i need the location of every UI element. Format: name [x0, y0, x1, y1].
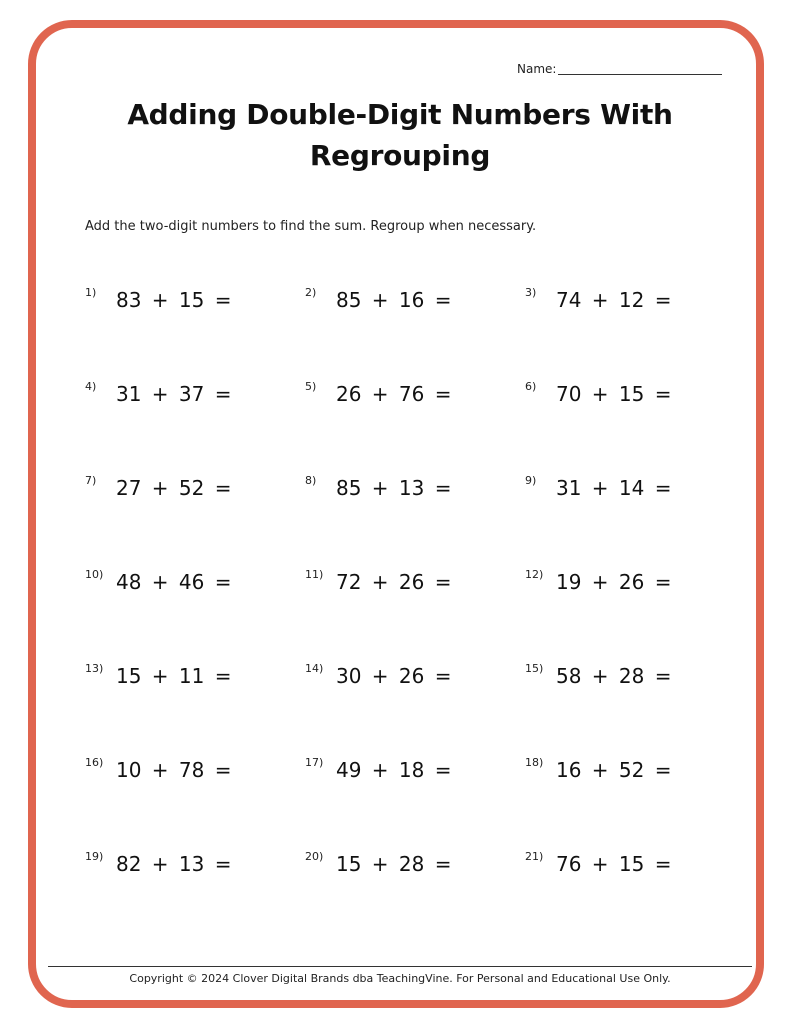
- name-label: Name:: [517, 62, 557, 76]
- problem-expression: 15 + 28 =: [336, 852, 452, 876]
- problem-expression: 76 + 15 =: [556, 852, 672, 876]
- problem-number: 10): [85, 568, 104, 581]
- problem-expression: 19 + 26 =: [556, 570, 672, 594]
- problem-expression: 58 + 28 =: [556, 664, 672, 688]
- worksheet-title: Adding Double-Digit Numbers With Regrouping: [127, 98, 673, 172]
- problem-number: 21): [525, 850, 544, 863]
- problem-number: 13): [85, 662, 104, 675]
- problem-number: 3): [525, 286, 537, 299]
- problem-expression: 27 + 52 =: [116, 476, 232, 500]
- problem-number: 11): [305, 568, 324, 581]
- problem-expression: 70 + 15 =: [556, 382, 672, 406]
- copyright-footer: Copyright © 2024 Clover Digital Brands dba TeachingVine. For Personal and Educational Use Only.: [129, 972, 671, 985]
- instructions: Add the two-digit numbers to find the sum. Regroup when necessary.: [85, 219, 537, 234]
- problem-expression: 48 + 46 =: [116, 570, 232, 594]
- problem-expression: 15 + 11 =: [116, 664, 232, 688]
- problem-number: 12): [525, 568, 544, 581]
- problem-number: 2): [305, 286, 317, 299]
- problem-expression: 85 + 13 =: [336, 476, 452, 500]
- problem-number: 7): [85, 474, 97, 487]
- problem-expression: 74 + 12 =: [556, 288, 672, 312]
- problem-number: 14): [305, 662, 324, 675]
- problem-expression: 82 + 13 =: [116, 852, 232, 876]
- problem-number: 5): [305, 380, 317, 393]
- name-field: [517, 62, 722, 76]
- problem-expression: 85 + 16 =: [336, 288, 452, 312]
- problem-expression: 72 + 26 =: [336, 570, 452, 594]
- problem-number: 9): [525, 474, 537, 487]
- problem-number: 15): [525, 662, 544, 675]
- name-blank-line: [558, 74, 722, 75]
- problem-expression: 49 + 18 =: [336, 758, 452, 782]
- problem-expression: 30 + 26 =: [336, 664, 452, 688]
- problem-number: 8): [305, 474, 317, 487]
- problem-expression: 31 + 37 =: [116, 382, 232, 406]
- problem-number: 20): [305, 850, 324, 863]
- problem-number: 16): [85, 756, 104, 769]
- footer-divider: [48, 966, 752, 967]
- problem-number: 6): [525, 380, 537, 393]
- problem-number: 17): [305, 756, 324, 769]
- problem-number: 18): [525, 756, 544, 769]
- problem-expression: 83 + 15 =: [116, 288, 232, 312]
- problem-expression: 26 + 76 =: [336, 382, 452, 406]
- problem-number: 4): [85, 380, 97, 393]
- problem-expression: 16 + 52 =: [556, 758, 672, 782]
- problem-expression: 10 + 78 =: [116, 758, 232, 782]
- problem-expression: 31 + 14 =: [556, 476, 672, 500]
- problem-number: 19): [85, 850, 104, 863]
- problem-number: 1): [85, 286, 97, 299]
